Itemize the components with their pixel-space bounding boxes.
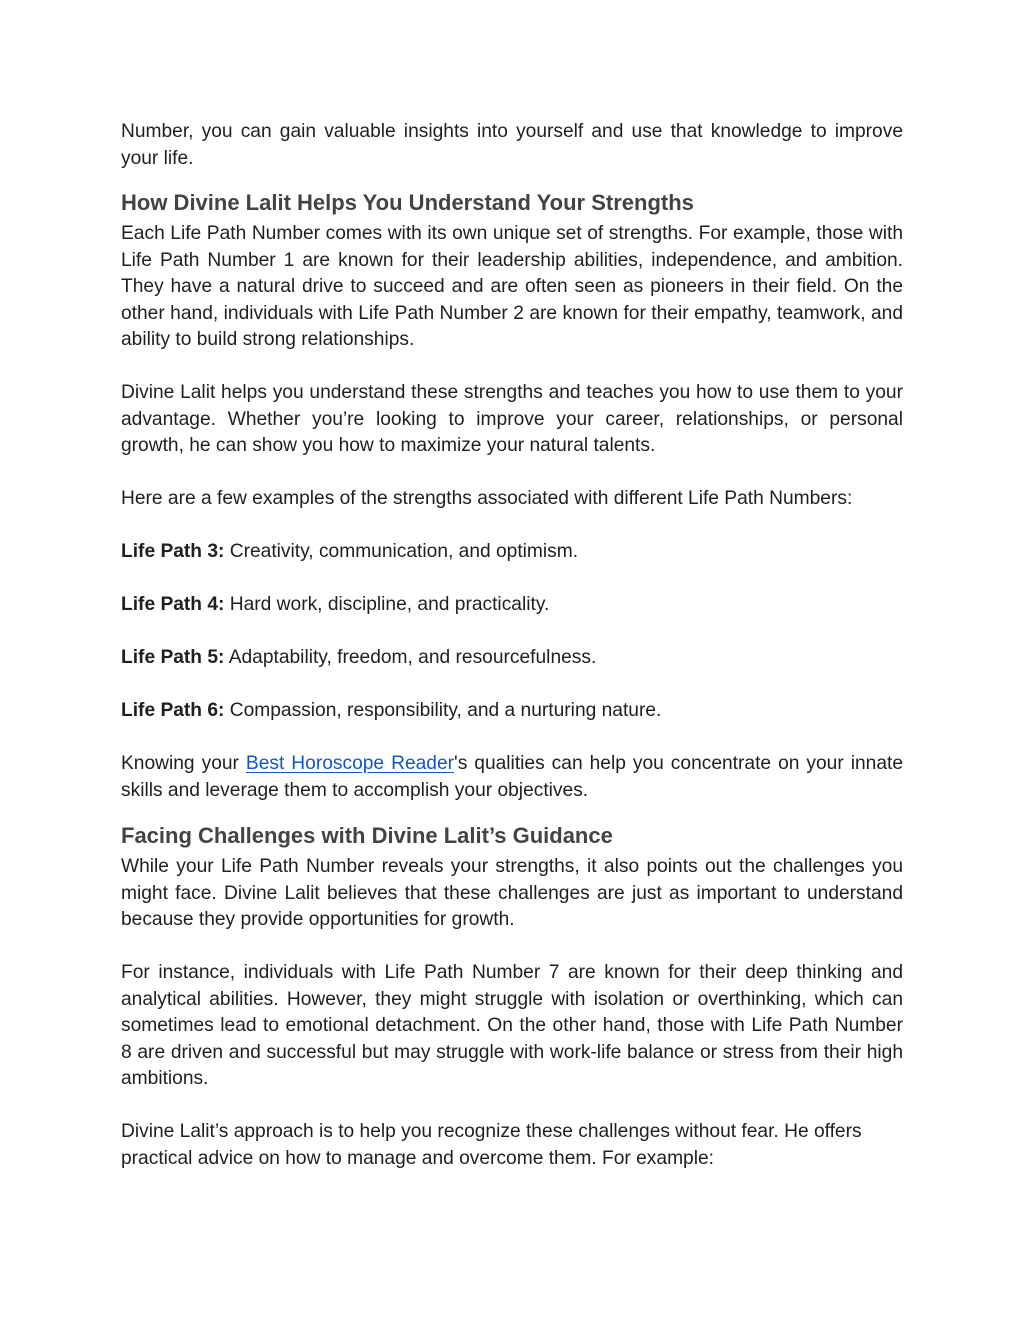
closing-text-before: Knowing your [121,753,246,774]
challenges-paragraph-1: While your Life Path Number reveals your strengths, it also points out the challenges you might face. Divine Lalit believes that these challenges are just as important to understand because they provide opportunities for growth. [121,856,903,930]
life-path-label: Life Path 5: [121,647,225,668]
strengths-closing-paragraph [121,751,903,804]
life-path-item [121,645,903,672]
life-path-text: Compassion, responsibility, and a nurturing nature. [224,700,662,721]
life-path-label: Life Path 6: [121,700,225,721]
life-path-text: Hard work, discipline, and practicality. [224,594,550,615]
life-path-label: Life Path 3: [121,541,225,562]
life-path-item [121,592,903,619]
life-path-text: Creativity, communication, and optimism. [224,541,579,562]
life-path-text: Adaptability, freedom, and resourcefulness. [224,647,597,668]
section-heading-strengths: How Divine Lalit Helps You Understand Your Strengths [121,190,694,215]
life-path-item [121,698,903,725]
best-horoscope-reader-link[interactable]: Best Horoscope Reader [245,753,455,774]
strengths-paragraph-3: Here are a few examples of the strengths associated with different Life Path Numbers: [121,488,853,509]
life-path-item [121,539,903,566]
intro-paragraph: Number, you can gain valuable insights into yourself and use that knowledge to improve your life. [121,121,903,169]
challenges-paragraph-2: For instance, individuals with Life Path Number 7 are known for their deep thinking and analytical abilities. However, they might struggle with isolation or overthinking, which can sometimes lead to emotional detachment. On the other hand, those with Life Path Number 8 are driven and successful but may struggle with work-life balance or stress from their high ambitions. [121,962,903,1089]
closing-text-after: 's qualities can help you concentrate on your innate skills and leverage them to accomplish your objectives. [121,753,903,801]
document-page [121,119,903,1172]
life-path-label: Life Path 4: [121,594,225,615]
challenges-paragraph-3: Divine Lalit’s approach is to help you recognize these challenges without fear. He offers practical advice on how to manage and overcome them. For example: [121,1121,862,1169]
section-heading-challenges: Facing Challenges with Divine Lalit’s Guidance [121,823,613,848]
strengths-paragraph-1: Each Life Path Number comes with its own unique set of strengths. For example, those with Life Path Number 1 are known for their leadership abilities, independence, and ambition. They have a natural drive to succeed and are often seen as pioneers in their field. On the other hand, individuals with Life Path Number 2 are known for their empathy, teamwork, and ability to build strong relationships. [121,223,903,350]
strengths-paragraph-2: Divine Lalit helps you understand these strengths and teaches you how to use them to your advantage. Whether you’re looking to improve your career, relationships, or personal growth, he can show you how to maximize your natural talents. [121,382,903,456]
